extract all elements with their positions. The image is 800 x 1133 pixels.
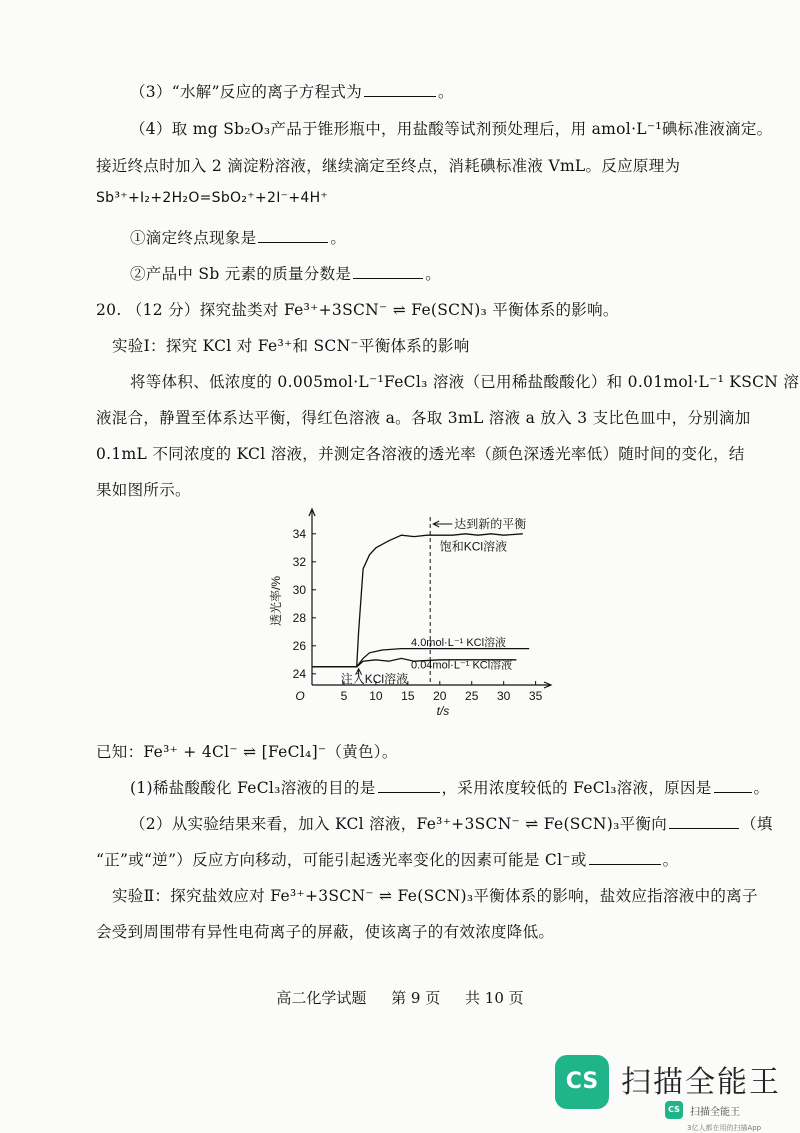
label-saturated-kcl: 饱和KCl溶液 bbox=[439, 539, 508, 554]
answer-blank[interactable] bbox=[364, 82, 436, 97]
x-tick-label: 25 bbox=[465, 689, 479, 703]
watermark-tagline: 3亿人都在用的扫描App bbox=[687, 1124, 762, 1132]
answer-blank[interactable] bbox=[258, 228, 328, 243]
label-kcl-004mol: 0.04mol·L⁻¹ KCl溶液 bbox=[411, 659, 513, 672]
y-tick-label: 26 bbox=[292, 638, 306, 653]
y-axis-title: 透光率/% bbox=[269, 575, 283, 627]
exp2-line2: 会受到周围带有异性电荷离子的屏蔽，使该离子的有效浓度降低。 bbox=[96, 923, 555, 941]
x-tick-label: 20 bbox=[433, 689, 447, 703]
known-reaction: 已知：Fe³⁺ + 4Cl⁻ ⇌ [FeCl₄]⁻（黄色）。 bbox=[96, 743, 398, 761]
q20-para-line1: 将等体积、低浓度的 0.005mol·L⁻¹FeCl₃ 溶液（已用稀盐酸酸化）和 0.01mol·L⁻¹ KSCN 溶 bbox=[130, 373, 800, 391]
y-tick-label: 28 bbox=[292, 610, 306, 625]
answer-blank[interactable] bbox=[669, 814, 739, 829]
exp2-line1: 实验Ⅱ：探究盐效应对 Fe³⁺+3SCN⁻ ⇌ Fe(SCN)₃平衡体系的影响，盐效应指溶液中的离子 bbox=[112, 887, 758, 905]
q4-line2: 接近终点时加入 2 滴淀粉溶液，继续滴定至终点，消耗碘标准液 VmL。反应原理为 bbox=[96, 157, 681, 175]
q20-para-line4: 果如图所示。 bbox=[96, 481, 191, 499]
q4-reaction: Sb³⁺+I₂+2H₂O=SbO₂⁺+2I⁻+4H⁺ bbox=[96, 190, 329, 206]
q20-sub2-line2: “正”或“逆”）反应方向移动，可能引起透光率变化的因素可能是 Cl⁻或 。 bbox=[96, 851, 679, 869]
q20-para-line2: 液混合，静置至体系达平衡，得红色溶液 a。各取 3mL 溶液 a 放入 3 支比色皿中，分别滴加 bbox=[96, 409, 751, 427]
watermark-sub-name: 扫描全能王 bbox=[690, 1107, 740, 1118]
q20-sub1: (1)稀盐酸酸化 FeCl₃溶液的目的是 ，采用浓度较低的 FeCl₃溶液，原因是 。 bbox=[130, 779, 770, 797]
label-kcl-4mol: 4.0mol·L⁻¹ KCl溶液 bbox=[411, 637, 507, 649]
q20-para-line3: 0.1mL 不同浓度的 KCl 溶液，并测定各溶液的透光率（颜色深透光率低）随时间的变化，结 bbox=[96, 445, 745, 463]
x-axis-title: t/s bbox=[436, 704, 450, 718]
chart-ticks bbox=[268, 527, 543, 718]
camscanner-mini-icon: CS bbox=[665, 1101, 683, 1119]
exp1-title: 实验Ⅰ：探究 KCl 对 Fe³⁺和 SCN⁻平衡体系的影响 bbox=[112, 337, 470, 355]
q20-sub2-line1: （2）从实验结果来看，加入 KCl 溶液，Fe³⁺+3SCN⁻ ⇌ Fe(SCN)₃平衡向 （填 bbox=[130, 815, 773, 833]
chart-series bbox=[312, 534, 529, 672]
answer-blank[interactable] bbox=[714, 778, 752, 793]
y-tick-label: 32 bbox=[292, 554, 306, 569]
x-tick-label: 30 bbox=[496, 689, 511, 703]
answer-blank[interactable] bbox=[378, 778, 440, 793]
footer-total: 共 10 页 bbox=[465, 989, 524, 1007]
camscanner-logo-icon: CS bbox=[555, 1055, 609, 1109]
watermark-app-name: 扫描全能王 bbox=[621, 1065, 781, 1100]
page-footer bbox=[0, 987, 800, 1008]
footer-page: 第 9 页 bbox=[391, 989, 441, 1007]
x-tick-label: 10 bbox=[369, 689, 383, 703]
x-tick-label: 5 bbox=[340, 689, 348, 703]
y-tick-label: 34 bbox=[292, 526, 306, 541]
origin-label: O bbox=[295, 689, 305, 703]
q3-text: （3）“水解”反应的离子方程式为 。 bbox=[130, 83, 454, 101]
y-tick-label: 30 bbox=[292, 582, 306, 597]
q4-line1: （4）取 mg Sb₂O₃产品于锥形瓶中，用盐酸等试剂预处理后，用 amol·L⁻¹碘标准液滴定。 bbox=[130, 120, 773, 138]
q4-sub2: ②产品中 Sb 元素的质量分数是 。 bbox=[130, 265, 442, 283]
x-tick-label: 35 bbox=[528, 689, 543, 703]
x-tick-label: 15 bbox=[401, 689, 415, 703]
camscanner-watermark bbox=[555, 1043, 795, 1132]
footer-subject: 高二化学试题 bbox=[276, 989, 367, 1007]
transmittance-chart bbox=[262, 505, 562, 730]
inject-label: 注入KCl溶液 bbox=[340, 672, 409, 686]
answer-blank[interactable] bbox=[589, 850, 661, 865]
answer-blank[interactable] bbox=[353, 264, 423, 279]
q20-title: 20. （12 分）探究盐类对 Fe³⁺+3SCN⁻ ⇌ Fe(SCN)₃ 平衡体系的影响。 bbox=[96, 301, 619, 319]
new-equilibrium-label: 达到新的平衡 bbox=[454, 517, 527, 531]
y-tick-label: 24 bbox=[292, 666, 306, 681]
q4-sub1: ①滴定终点现象是 。 bbox=[130, 229, 347, 247]
